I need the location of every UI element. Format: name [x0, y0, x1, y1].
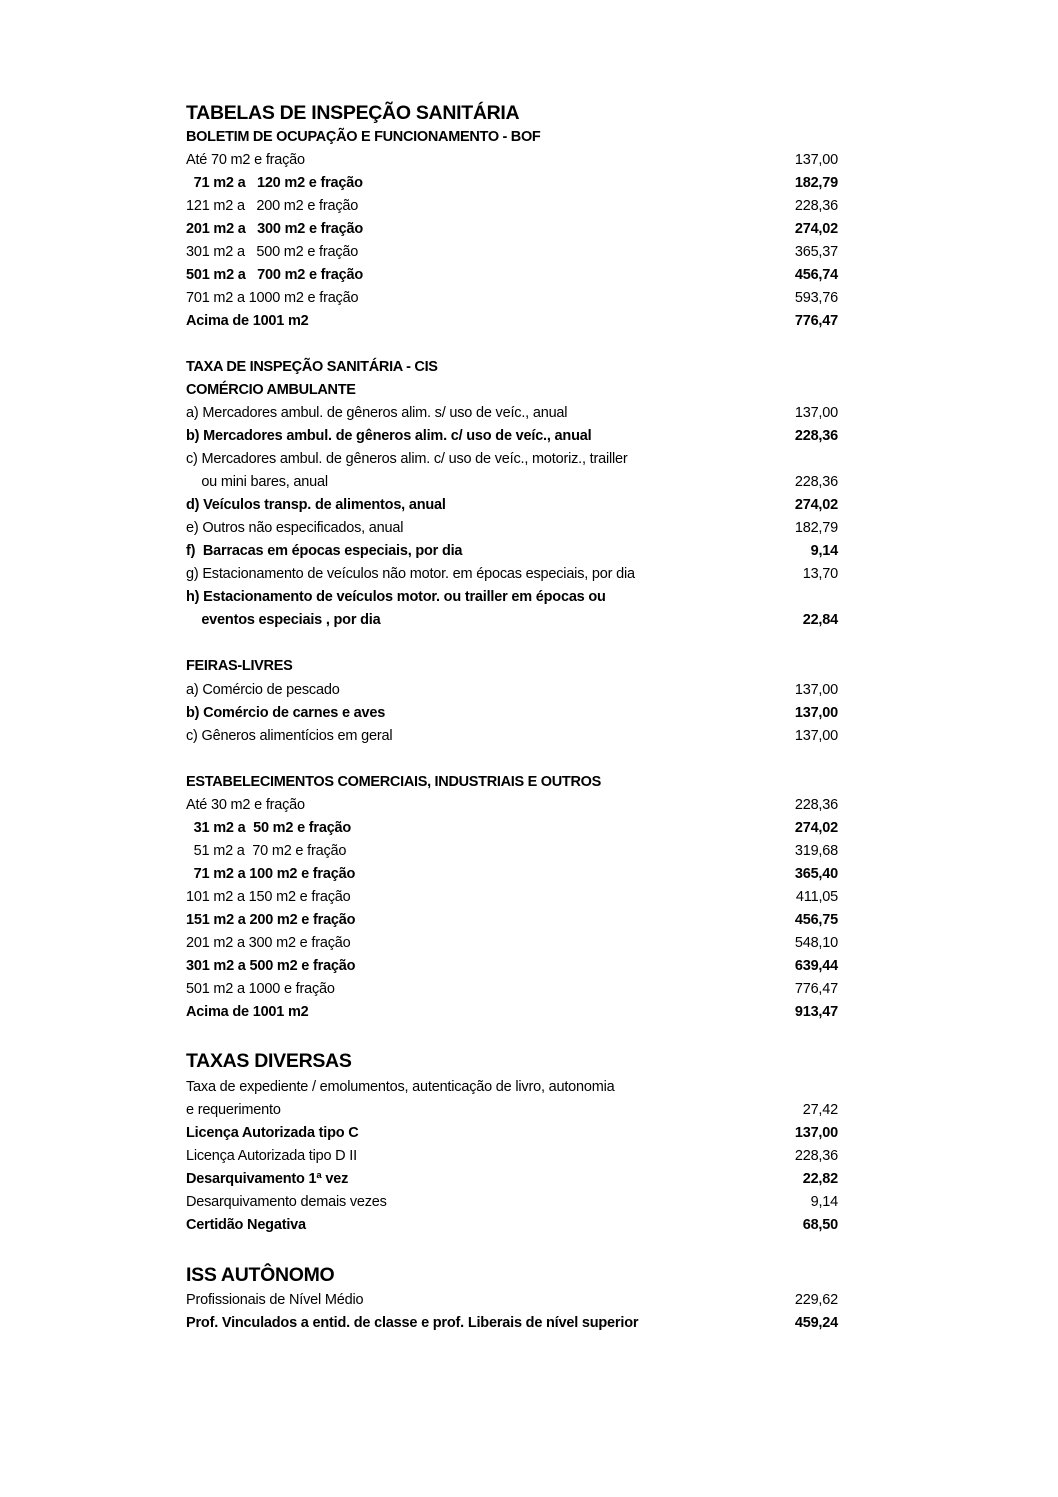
table-row [186, 702, 838, 725]
table-row [186, 609, 838, 632]
iss-autonomo-heading: ISS AUTÔNOMO [186, 1264, 335, 1286]
table-row [186, 1076, 838, 1099]
bof-heading: BOLETIM DE OCUPAÇÃO E FUNCIONAMENTO - BOF [186, 129, 541, 145]
table-row [186, 563, 838, 586]
row-value: 456,75 [794, 912, 838, 928]
row-label: h) Estacionamento de veículos motor. ou trailler em épocas ou [186, 589, 606, 605]
table-row [186, 679, 838, 702]
row-label: Licença Autorizada tipo D II [186, 1148, 357, 1164]
row-value: 137,00 [794, 682, 838, 698]
row-label: 71 m2 a 100 m2 e fração [186, 866, 356, 882]
row-value: 137,00 [794, 152, 838, 168]
row-label: 71 m2 a 120 m2 e fração [186, 175, 363, 191]
table-row [186, 195, 838, 218]
table-row [186, 932, 838, 955]
table-row [186, 1312, 838, 1335]
table-row [186, 1145, 838, 1168]
table-row [186, 1168, 838, 1191]
row-label: Até 70 m2 e fração [186, 152, 305, 168]
table-row [186, 471, 838, 494]
row-label: Certidão Negativa [186, 1217, 306, 1233]
row-value: 228,36 [794, 198, 838, 214]
table-row [186, 264, 838, 287]
row-value: 13,70 [802, 566, 838, 582]
row-value: 137,00 [794, 1125, 838, 1141]
table-row [186, 1191, 838, 1214]
row-label: eventos especiais , por dia [186, 612, 381, 628]
row-value: 365,37 [794, 244, 838, 260]
page-title: TABELAS DE INSPEÇÃO SANITÁRIA [186, 102, 520, 124]
row-label: g) Estacionamento de veículos não motor. em épocas especiais, por dia [186, 566, 635, 582]
table-row [186, 149, 838, 172]
table-row [186, 448, 838, 471]
table-row [186, 840, 838, 863]
row-value: 274,02 [794, 497, 838, 513]
row-value: 228,36 [794, 428, 838, 444]
row-label: f) Barracas em épocas especiais, por dia [186, 543, 463, 559]
row-value: 228,36 [794, 797, 838, 813]
table-row [186, 978, 838, 1001]
table-row [186, 886, 838, 909]
row-label: e) Outros não especificados, anual [186, 520, 404, 536]
row-label: b) Mercadores ambul. de gêneros alim. c/ uso de veíc., anual [186, 428, 592, 444]
row-value: 228,36 [794, 1148, 838, 1164]
row-value: 274,02 [794, 820, 838, 836]
row-value: 182,79 [794, 520, 838, 536]
table-row [186, 1122, 838, 1145]
row-value: 137,00 [794, 728, 838, 744]
row-label: 101 m2 a 150 m2 e fração [186, 889, 351, 905]
row-label: a) Mercadores ambul. de gêneros alim. s/ uso de veíc., anual [186, 405, 568, 421]
row-label: Desarquivamento demais vezes [186, 1194, 387, 1210]
row-value: 776,47 [794, 981, 838, 997]
row-value: 274,02 [794, 221, 838, 237]
row-value: 459,24 [794, 1315, 838, 1331]
row-label: Desarquivamento 1ª vez [186, 1171, 349, 1187]
table-row [186, 494, 838, 517]
table-row [186, 540, 838, 563]
table-row [186, 241, 838, 264]
table-row [186, 725, 838, 748]
table-row [186, 517, 838, 540]
row-label: Licença Autorizada tipo C [186, 1125, 359, 1141]
row-value: 593,76 [794, 290, 838, 306]
table-row [186, 402, 838, 425]
row-label: 151 m2 a 200 m2 e fração [186, 912, 356, 928]
row-value: 228,36 [794, 474, 838, 490]
taxas-diversas-heading: TAXAS DIVERSAS [186, 1050, 352, 1072]
row-label: Até 30 m2 e fração [186, 797, 305, 813]
row-label: c) Gêneros alimentícios em geral [186, 728, 393, 744]
table-row [186, 310, 838, 333]
row-value: 137,00 [794, 405, 838, 421]
row-value: 22,82 [802, 1171, 838, 1187]
estabelecimentos-heading: ESTABELECIMENTOS COMERCIAIS, INDUSTRIAIS E OUTROS [186, 774, 601, 790]
table-row [186, 287, 838, 310]
row-value: 182,79 [794, 175, 838, 191]
row-value: 68,50 [802, 1217, 838, 1233]
row-label: Acima de 1001 m2 [186, 1004, 309, 1020]
row-label: Profissionais de Nível Médio [186, 1292, 364, 1308]
feiras-livres-heading: FEIRAS-LIVRES [186, 658, 293, 674]
table-row [186, 909, 838, 932]
row-label: 301 m2 a 500 m2 e fração [186, 244, 359, 260]
row-value: 319,68 [794, 843, 838, 859]
row-value: 9,14 [810, 543, 838, 559]
row-label: Taxa de expediente / emolumentos, autenticação de livro, autonomia [186, 1079, 615, 1095]
row-value: 548,10 [794, 935, 838, 951]
table-row [186, 425, 838, 448]
table-row [186, 863, 838, 886]
table-row [186, 1289, 838, 1312]
row-label: 51 m2 a 70 m2 e fração [186, 843, 347, 859]
row-value: 411,05 [795, 889, 838, 905]
row-value: 22,84 [802, 612, 838, 628]
row-label: 701 m2 a 1000 m2 e fração [186, 290, 359, 306]
row-value: 776,47 [794, 313, 838, 329]
table-row [186, 794, 838, 817]
row-label: e requerimento [186, 1102, 281, 1118]
row-value: 456,74 [794, 267, 838, 283]
table-row [186, 172, 838, 195]
comercio-ambulante-heading: COMÉRCIO AMBULANTE [186, 382, 356, 398]
row-label: Prof. Vinculados a entid. de classe e prof. Liberais de nível superior [186, 1315, 639, 1331]
row-label: 201 m2 a 300 m2 e fração [186, 935, 351, 951]
row-label: 501 m2 a 1000 e fração [186, 981, 335, 997]
row-label: 121 m2 a 200 m2 e fração [186, 198, 359, 214]
row-label: 31 m2 a 50 m2 e fração [186, 820, 352, 836]
row-label: 501 m2 a 700 m2 e fração [186, 267, 363, 283]
row-label: 301 m2 a 500 m2 e fração [186, 958, 356, 974]
table-row [186, 955, 838, 978]
row-value: 639,44 [794, 958, 838, 974]
row-value: 365,40 [794, 866, 838, 882]
table-row [186, 1001, 838, 1024]
table-row [186, 1099, 838, 1122]
row-label: 201 m2 a 300 m2 e fração [186, 221, 363, 237]
row-value: 913,47 [794, 1004, 838, 1020]
row-value: 27,42 [802, 1102, 838, 1118]
row-label: c) Mercadores ambul. de gêneros alim. c/ uso de veíc., motoriz., trailler [186, 451, 628, 467]
row-label: d) Veículos transp. de alimentos, anual [186, 497, 446, 513]
cis-heading: TAXA DE INSPEÇÃO SANITÁRIA - CIS [186, 359, 438, 375]
row-value: 137,00 [794, 705, 838, 721]
row-label: Acima de 1001 m2 [186, 313, 309, 329]
table-row [186, 586, 838, 609]
row-label: b) Comércio de carnes e aves [186, 705, 386, 721]
row-value: 9,14 [810, 1194, 838, 1210]
table-row [186, 1214, 838, 1237]
table-row [186, 817, 838, 840]
row-value: 229,62 [794, 1292, 838, 1308]
row-label: a) Comércio de pescado [186, 682, 340, 698]
table-row [186, 218, 838, 241]
row-label: ou mini bares, anual [186, 474, 328, 490]
